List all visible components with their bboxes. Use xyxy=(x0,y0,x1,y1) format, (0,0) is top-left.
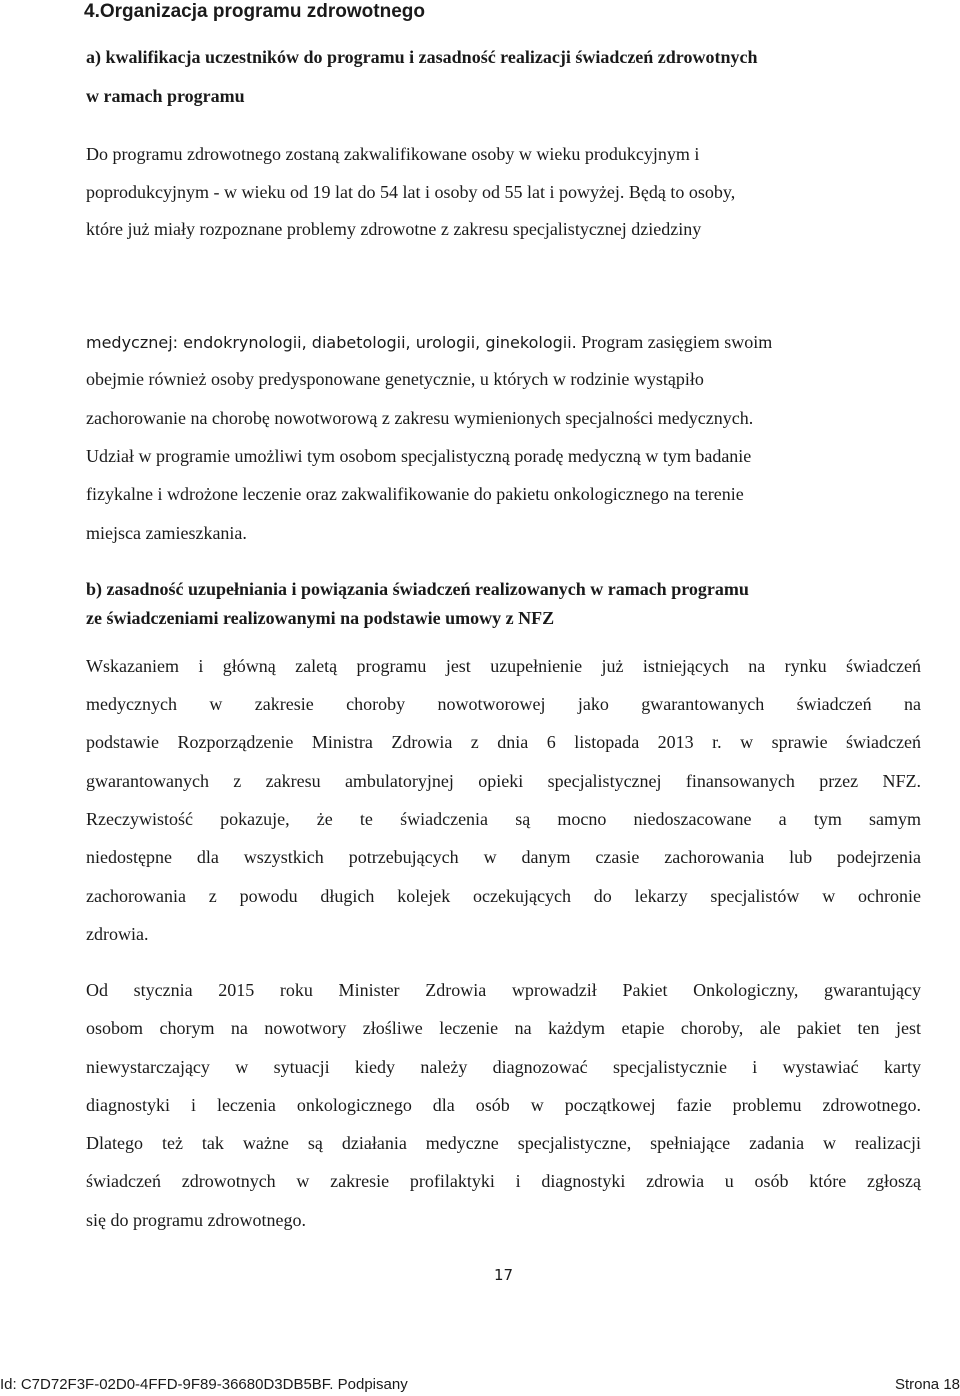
footer-document-id: Id: C7D72F3F-02D0-4FFD-9F89-36680D3DB5BF. Podpisany xyxy=(0,1376,408,1393)
text-line: Rzeczywistość pokazuje, że te świadczenia są mocno niedoszacowane a tym samym xyxy=(86,809,921,829)
text-segment: Program zasięgiem swoim xyxy=(576,332,773,352)
text-line: niewystarczający w sytuacji kiedy należy diagnozować specjalistycznie i wystawiać karty xyxy=(86,1057,921,1077)
text-line: świadczeń zdrowotnych w zakresie profilaktyki i diagnostyki zdrowia u osób które zgłoszą xyxy=(86,1171,921,1191)
text-line xyxy=(86,332,772,353)
text-segment: medycznej: endokrynologii, diabetologii, urologii, ginekologii. xyxy=(86,333,577,352)
section-heading: 4.Organizacja programu zdrowotnego xyxy=(84,1,425,22)
text-line: Dlatego też tak ważne są działania medyczne specjalistyczne, spełniające zadania w realizacji xyxy=(86,1133,921,1153)
section-a-title-line-2: w ramach programu xyxy=(86,86,245,106)
section-a-title-line-1: a) kwalifikacja uczestników do programu i zasadność realizacji świadczeń zdrowotnych xyxy=(86,47,758,67)
text-line: Do programu zdrowotnego zostaną zakwalifikowane osoby w wieku produkcyjnym i xyxy=(86,144,700,164)
text-line: podstawie Rozporządzenie Ministra Zdrowia z dnia 6 listopada 2013 r. w sprawie świadczeń xyxy=(86,732,921,752)
text-line: diagnostyki i leczenia onkologicznego dla osób w początkowej fazie problemu zdrowotnego. xyxy=(86,1095,921,1115)
text-line: Udział w programie umożliwi tym osobom specjalistyczną poradę medyczną w tym badanie xyxy=(86,446,752,466)
section-b-title-line-1: b) zasadność uzupełniania i powiązania świadczeń realizowanych w ramach programu xyxy=(86,579,749,599)
text-line: Od stycznia 2015 roku Minister Zdrowia wprowadził Pakiet Onkologiczny, gwarantujący xyxy=(86,980,921,1000)
text-line: medycznych w zakresie choroby nowotworowej jako gwarantowanych świadczeń na xyxy=(86,694,921,714)
section-b-title-line-2: ze świadczeniami realizowanymi na podstawie umowy z NFZ xyxy=(86,608,555,628)
text-line: się do programu zdrowotnego. xyxy=(86,1210,306,1230)
text-line: miejsca zamieszkania. xyxy=(86,523,247,543)
text-line: zachorowanie na chorobę nowotworową z zakresu wymienionych specjalności medycznych. xyxy=(86,408,754,428)
text-line: zdrowia. xyxy=(86,924,149,944)
text-line: Wskazaniem i główną zaletą programu jest uzupełnienie już istniejących na rynku świadczeń xyxy=(86,656,921,676)
text-line: fizykalne i wdrożone leczenie oraz zakwalifikowanie do pakietu onkologicznego na terenie xyxy=(86,484,744,504)
text-line: poprodukcyjnym - w wieku od 19 lat do 54 lat i osoby od 55 lat i powyżej. Będą to osoby, xyxy=(86,182,736,202)
footer-page-label: Strona 18 xyxy=(894,1376,960,1393)
text-line: zachorowania z powodu długich kolejek oczekujących do lekarzy specjalistów w ochronie xyxy=(86,886,921,906)
text-line: niedostępne dla wszystkich potrzebujących w danym czasie zachorowania lub podejrzenia xyxy=(86,847,921,867)
text-line: gwarantowanych z zakresu ambulatoryjnej opieki specjalistycznej finansowanych przez NFZ. xyxy=(86,771,921,791)
text-line: osobom chorym na nowotwory złośliwe leczenie na każdym etapie choroby, ale pakiet ten jest xyxy=(86,1018,921,1038)
page-number: 17 xyxy=(494,1266,514,1284)
text-line: obejmie również osoby predysponowane genetycznie, u których w rodzinie wystąpiło xyxy=(86,369,704,389)
text-line: które już miały rozpoznane problemy zdrowotne z zakresu specjalistycznej dziedziny xyxy=(86,219,702,239)
